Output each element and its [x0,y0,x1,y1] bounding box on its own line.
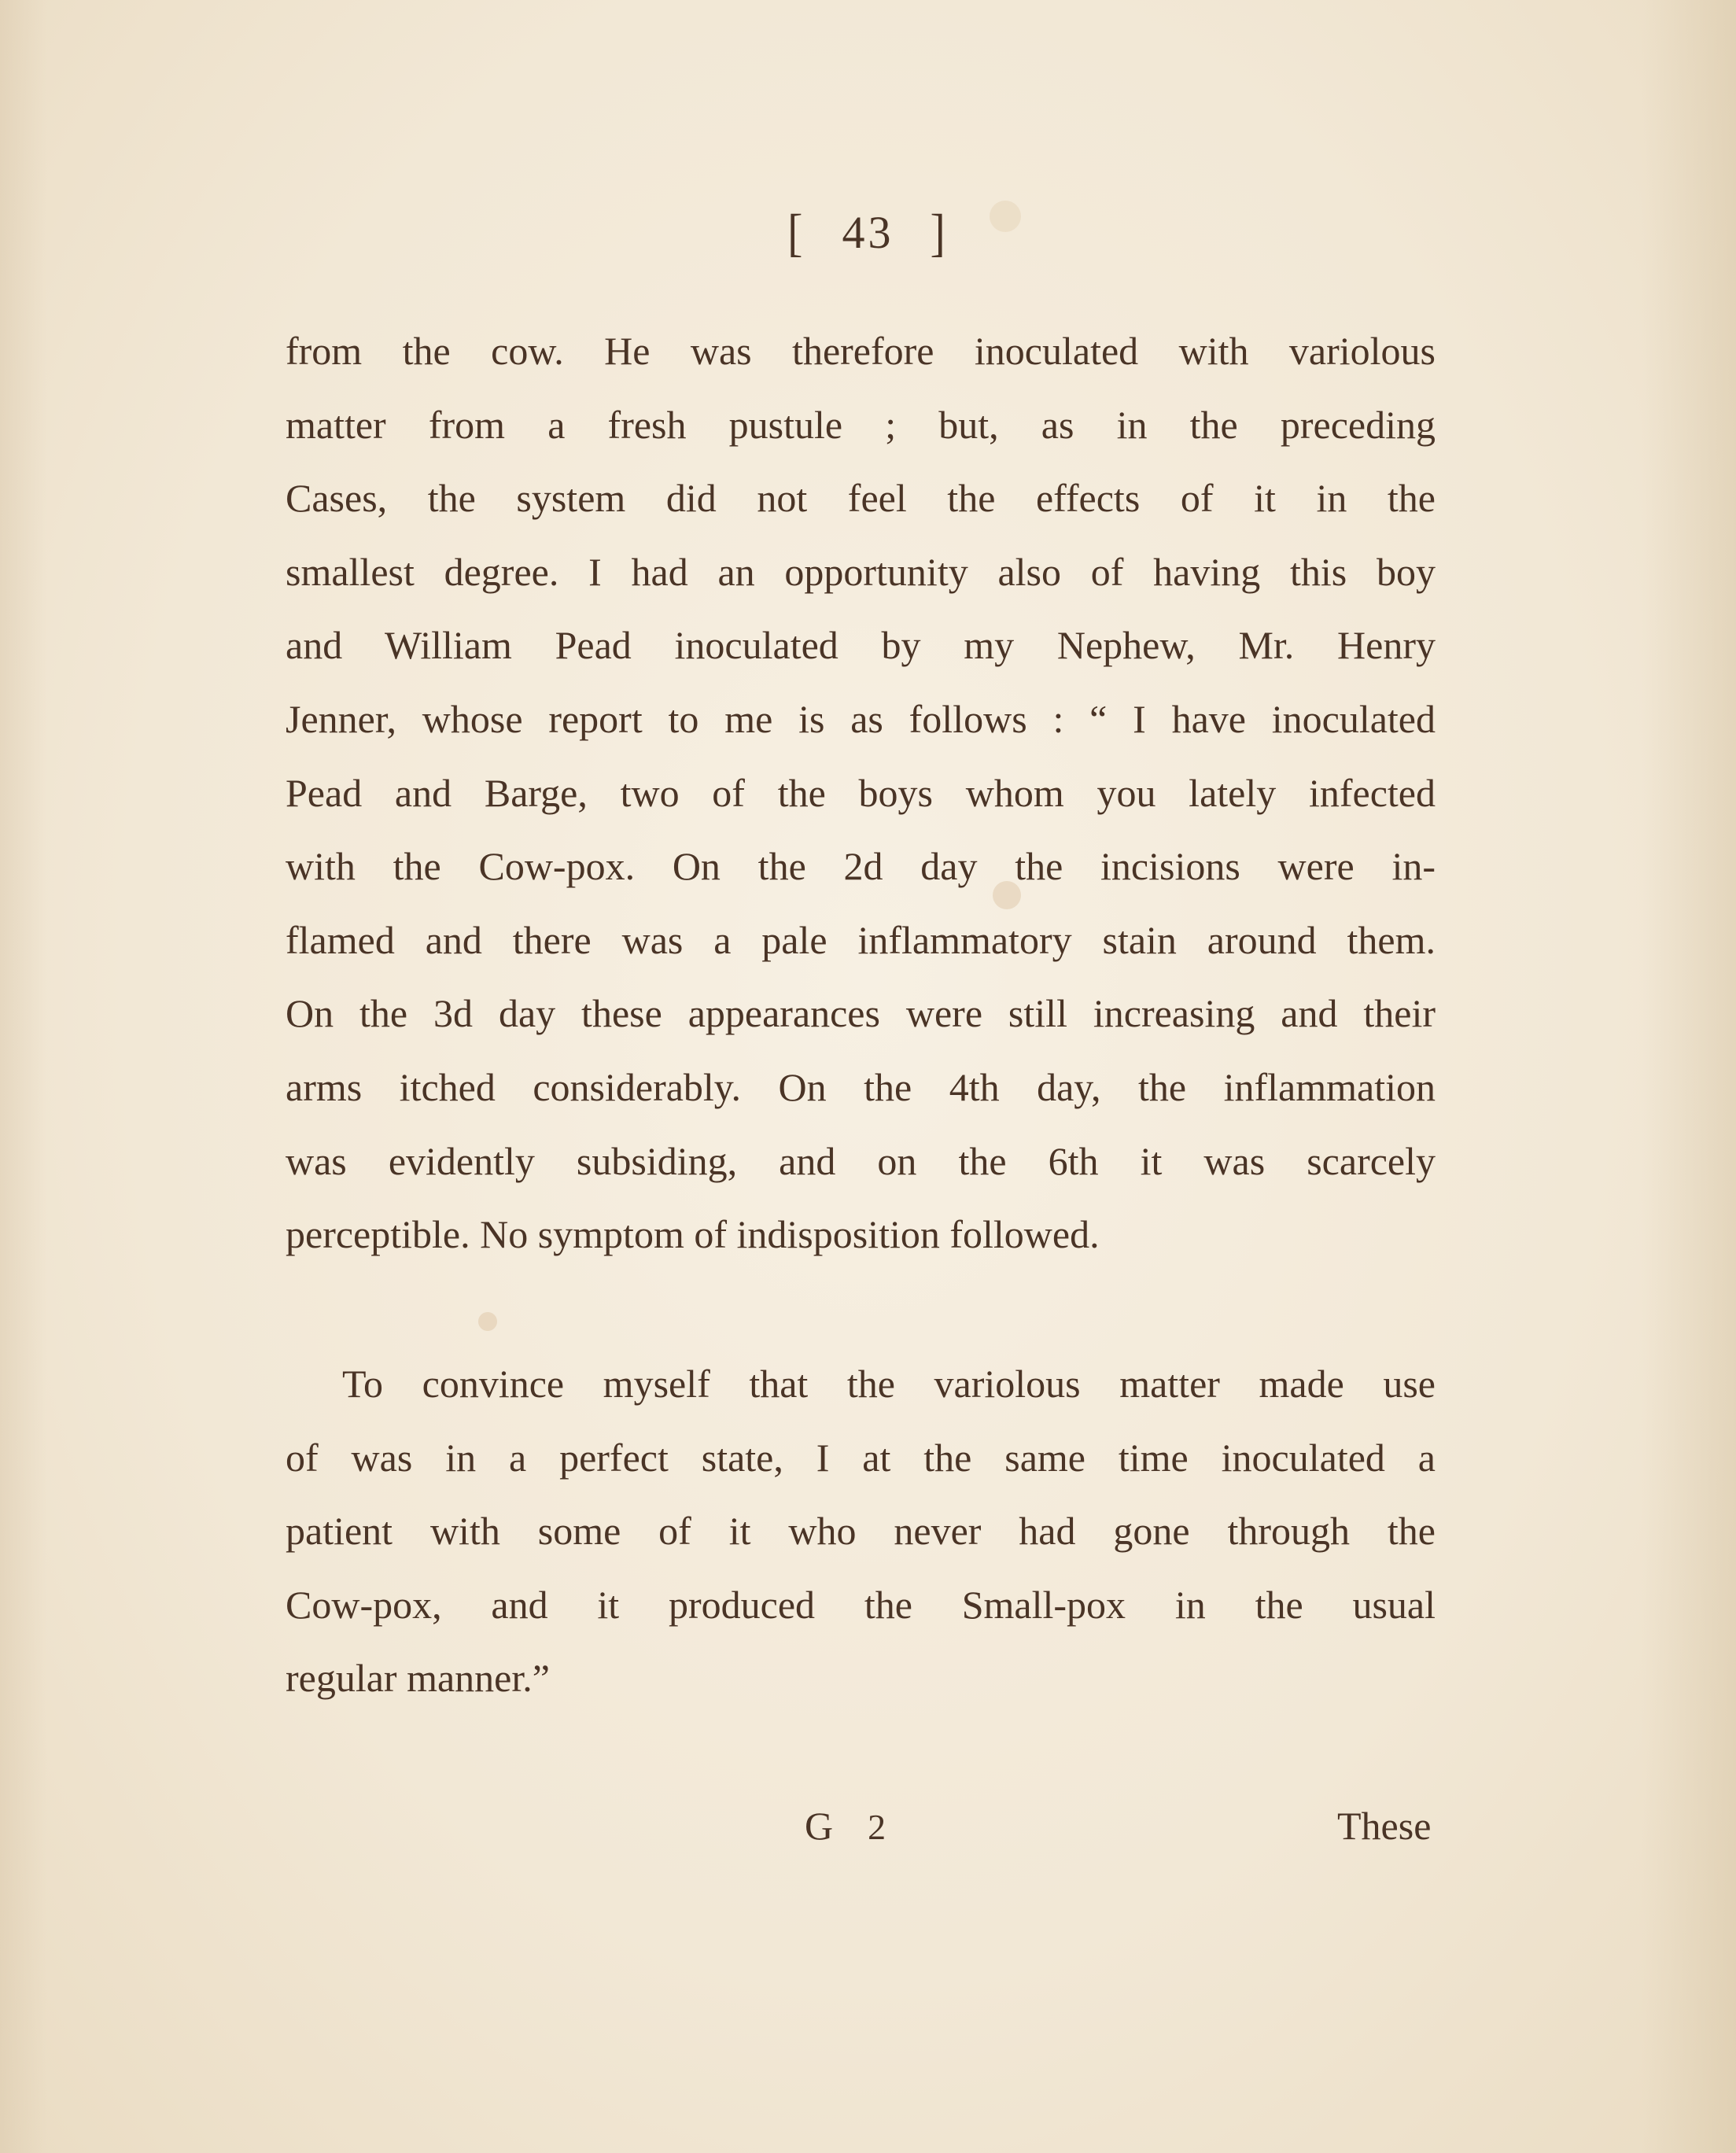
signature-mark [805,1803,889,1849]
text-line: matter from a fresh pustule ; but, as in the preceding [286,402,1436,447]
text-line: and William Pead inoculated by my Nephew, Mr. Henry [286,623,1436,668]
text-line: patient with some of it who never had gone through the [286,1509,1436,1554]
foxing-spot [478,1312,497,1331]
text-line: smallest degree. I had an opportunity also of having this boy [286,549,1436,594]
catchword: These [1337,1804,1432,1848]
text-line: regular manner.” [286,1656,550,1701]
signature-letter: G [805,1804,837,1848]
text-line: Jenner, whose report to me is as follows : “ I have inoculated [286,696,1436,741]
text-line: of was in a perfect state, I at the same time inoculated a [286,1435,1436,1480]
page-edge-left [0,0,47,2153]
page-number: 43 [842,207,894,258]
page-edge-right [1642,0,1736,2153]
signature-number: 2 [868,1807,890,1847]
text-line: Pead and Barge, two of the boys whom you lately infected [286,770,1436,815]
text-line: Cow-pox, and it produced the Small-pox in the usual [286,1582,1436,1627]
header-bracket-close: ] [930,203,949,262]
text-line: was evidently subsiding, and on the 6th it was scarcely [286,1138,1436,1183]
text-line: Cases, the system did not feel the effects of it in the [286,476,1436,521]
paragraph-1 [286,315,1436,1272]
text-line: On the 3d day these appearances were still increasing and their [286,991,1436,1036]
text-line: perceptible. No symptom of indisposition followed. [286,1212,1100,1257]
text-line: arms itched considerably. On the 4th day, the inflammation [286,1064,1436,1109]
text-line: flamed and there was a pale inflammatory stain around them. [286,917,1436,962]
text-line: To convince myself that the variolous matter made use [342,1362,1436,1406]
page-header [0,203,1736,262]
header-bracket-open: [ [787,203,806,262]
text-line: with the Cow-pox. On the 2d day the incisions were in- [286,844,1436,889]
paragraph-2 [286,1347,1436,1716]
text-line: from the cow. He was therefore inoculated with variolous [286,329,1436,373]
